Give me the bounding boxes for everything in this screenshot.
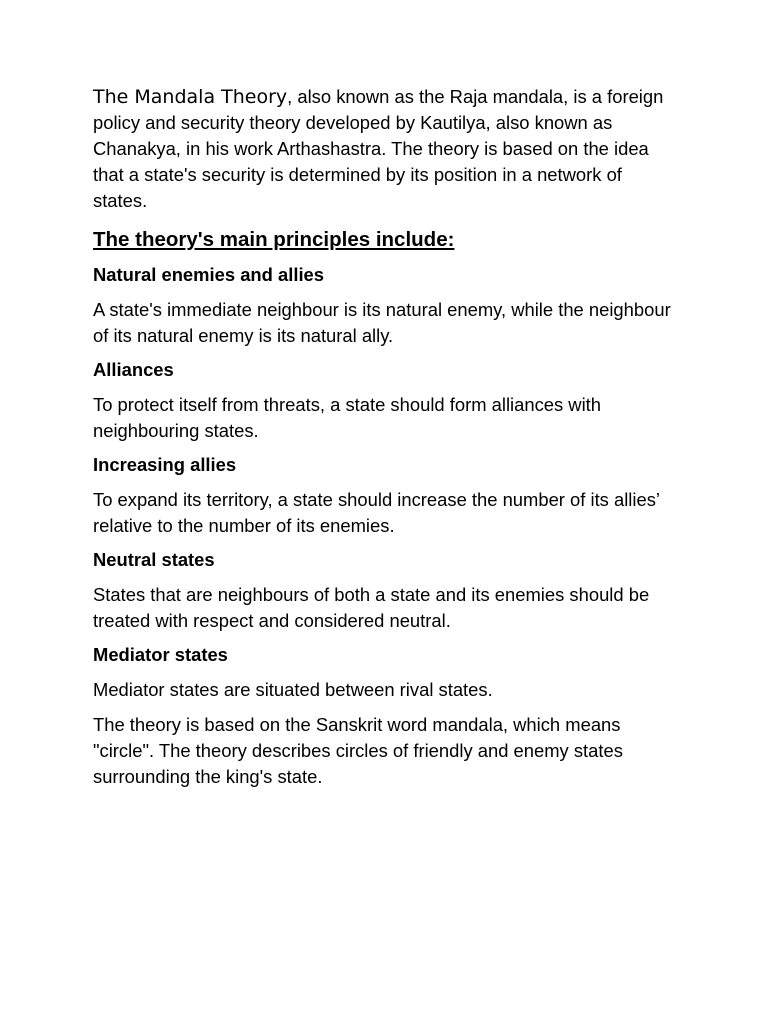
principle-text: To expand its territory, a state should increase the number of its allies’ relative to the number of its enemies. xyxy=(93,489,660,536)
intro-paragraph xyxy=(93,84,678,214)
principle-title: Neutral states xyxy=(93,549,215,570)
principle-section-neutral-states xyxy=(93,548,678,634)
principle-text: Mediator states are situated between rival states. xyxy=(93,679,493,700)
principle-title: Mediator states xyxy=(93,644,228,665)
principle-title: Increasing allies xyxy=(93,454,237,475)
principle-text: To protect itself from threats, a state should form alliances with neighbouring states. xyxy=(93,394,602,441)
principle-text: States that are neighbours of both a state and its enemies should be treated with respect and considered neutral. xyxy=(93,584,650,631)
principle-text: A state's immediate neighbour is its natural enemy, while the neighbour of its natural enemy is its natural ally. xyxy=(93,299,671,346)
principle-section-mediator-states xyxy=(93,643,678,703)
principle-title: Alliances xyxy=(93,359,174,380)
conclusion-paragraph: The theory is based on the Sanskrit word mandala, which means "circle". The theory describes circles of friendly and enemy states surrounding the king's state. xyxy=(93,714,623,787)
principle-section-alliances xyxy=(93,358,678,444)
principle-title: Natural enemies and allies xyxy=(93,264,325,285)
intro-text: , also known as the Raja mandala, is a foreign policy and security theory developed by Kautilya, also known as Chanakya, in his work Arthashastra. The theory is based on the idea that a state's security is determined by its position in a network of states. xyxy=(93,86,664,211)
principle-section-natural-enemies xyxy=(93,263,678,349)
principles-heading: The theory's main principles include: xyxy=(93,228,455,251)
intro-lead: The Mandala Theory xyxy=(93,86,288,108)
principle-section-increasing-allies xyxy=(93,453,678,539)
